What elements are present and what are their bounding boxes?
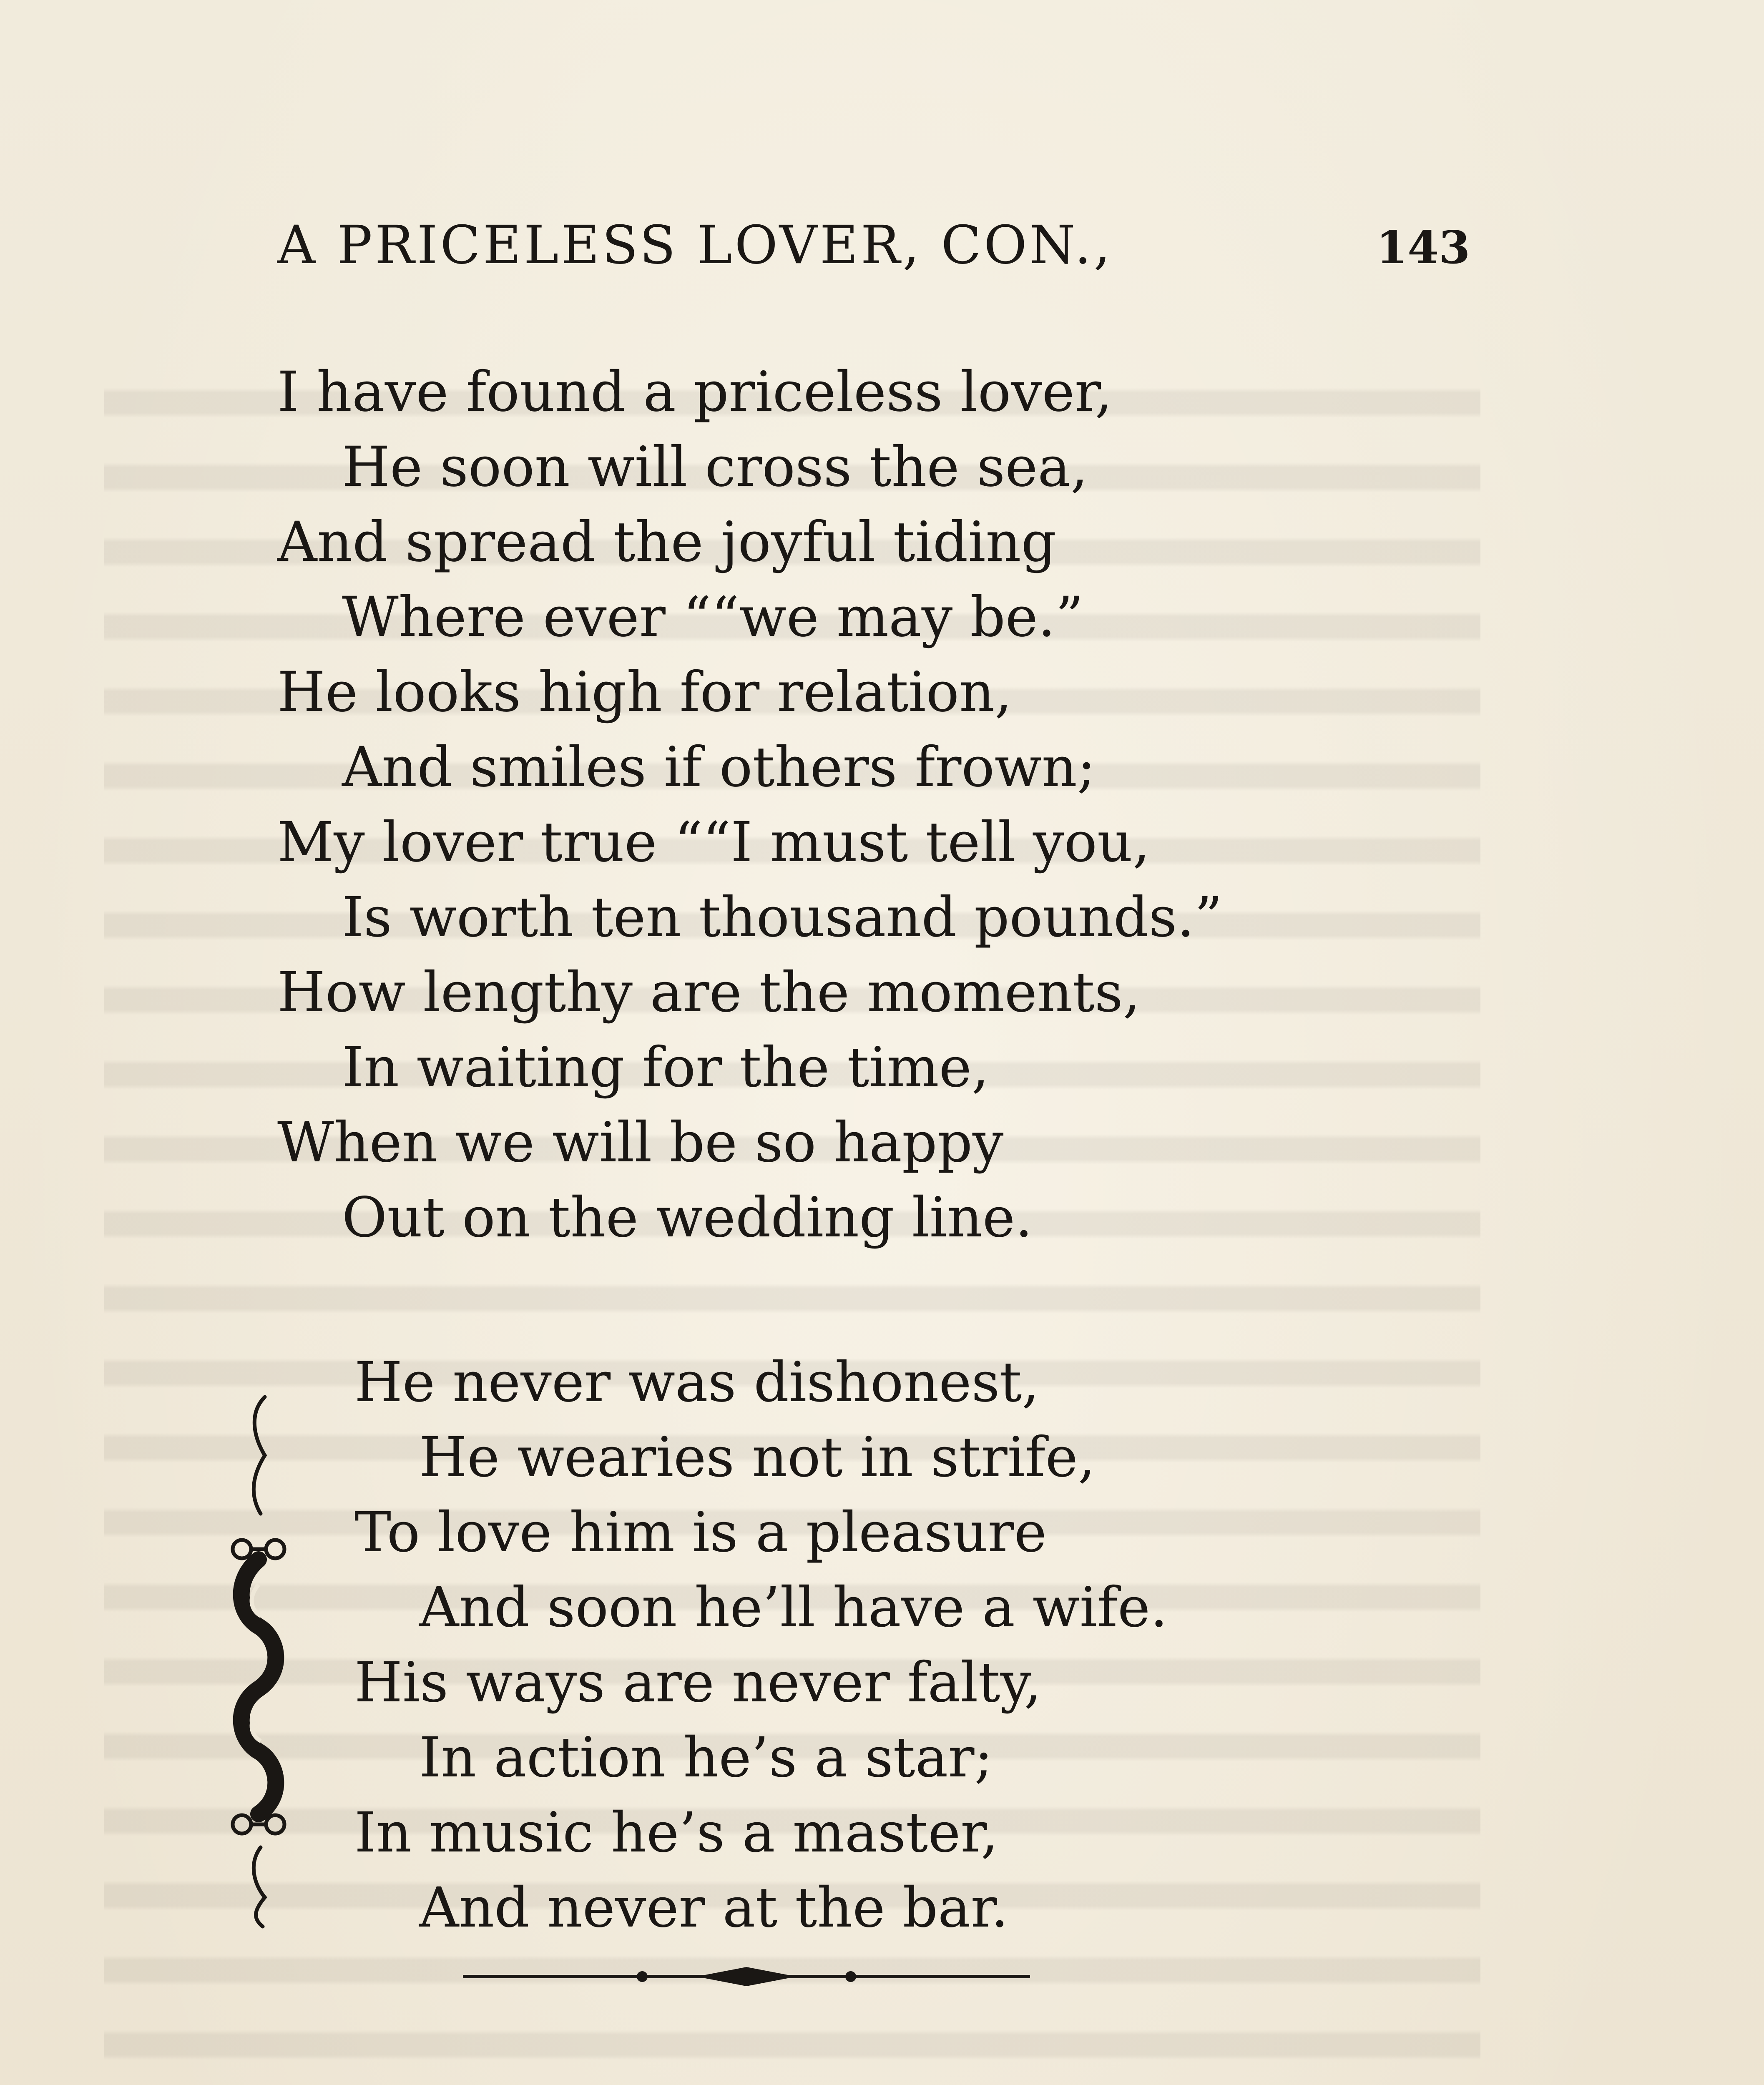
stanza-2 (354, 1345, 1168, 1945)
verse-line: Where ever ““we may be.” (342, 585, 1084, 649)
running-title: A PRICELESS LOVER, CON., (277, 214, 1113, 276)
stanza-1 (277, 354, 1223, 1255)
verse-line: And never at the bar. (419, 1876, 1009, 1940)
verse-line: He never was dishonest, (354, 1350, 1040, 1414)
verse-line: His ways are never falty, (354, 1650, 1042, 1715)
verse-line: To love him is a pleasure (354, 1500, 1047, 1565)
verse-line: In waiting for the time, (342, 1035, 989, 1100)
verse-line: He soon will cross the sea, (342, 435, 1088, 499)
verse-line: He looks high for relation, (277, 660, 1012, 724)
verse-line: How lengthy are the moments, (277, 960, 1141, 1025)
verse-line: When we will be so happy (277, 1110, 1004, 1175)
verse-line: Is worth ten thousand pounds.” (342, 885, 1223, 950)
verse-line: I have found a priceless lover, (277, 360, 1113, 424)
verse-line: And spread the joyful tiding (277, 510, 1057, 574)
page-number: 143 (1376, 221, 1470, 274)
verse-line: My lover true ““I must tell you, (277, 810, 1150, 874)
ornamental-rule-icon (463, 1962, 1030, 1991)
bracket-ornament-icon (225, 1389, 296, 1931)
verse-line: In action he’s a star; (419, 1726, 993, 1790)
verse-line: And smiles if others frown; (342, 735, 1096, 799)
verse-line: Out on the wedding line. (342, 1186, 1033, 1250)
verse-line: He wearies not in strife, (419, 1425, 1096, 1490)
verse-line: In music he’s a master, (354, 1801, 998, 1865)
verse-line: And soon he’ll have a wife. (419, 1575, 1168, 1640)
